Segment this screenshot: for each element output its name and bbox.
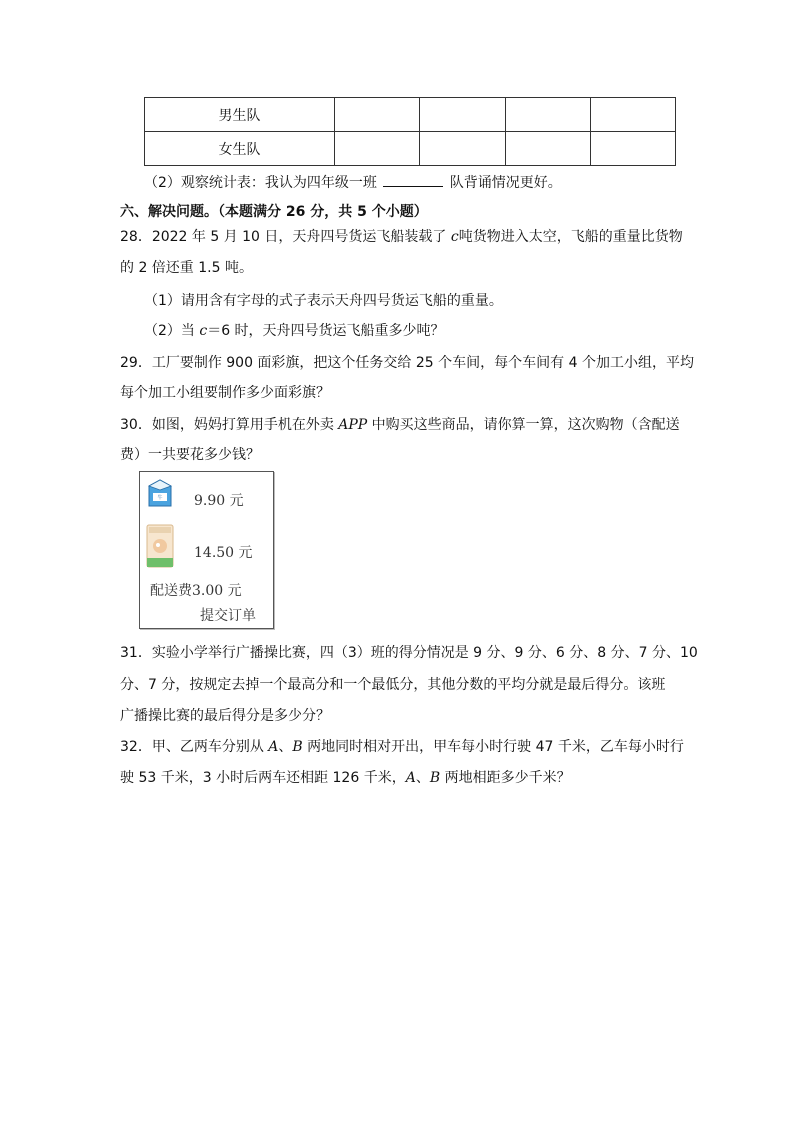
question-31-line-1: 31．实验小学举行广播操比赛，四（3）班的得分情况是 9 分、9 分、6 分、8 分、7 分、10 — [120, 645, 698, 661]
question-28-sub-2 — [144, 320, 445, 340]
q28-text: 28．2022 年 5 月 10 日，天舟四号货运飞船装载了 — [120, 229, 451, 245]
question-28-sub-1: （1）请用含有字母的式子表示天舟四号货运飞船的重量。 — [144, 293, 503, 309]
table-row — [145, 132, 676, 166]
question-31-line-2: 分、7 分，按规定去掉一个最高分和一个最低分，其他分数的平均分就是最后得分。该班 — [120, 677, 666, 693]
q32-text: 两地相距多少千米？ — [440, 770, 571, 786]
q28-sub2-text: ＝6 时，天舟四号货运飞船重多少吨？ — [207, 323, 445, 339]
order-screenshot — [139, 471, 274, 629]
question-27-part-2 — [144, 172, 562, 192]
row-label-girls: 女生队 — [145, 132, 335, 166]
row-label-boys: 男生队 — [145, 98, 335, 132]
q28-text: 吨货物进入太空，飞船的重量比货物 — [458, 229, 683, 245]
table-cell — [590, 98, 675, 132]
q32-text: 驶 53 千米，3 小时后两车还相距 126 千米， — [120, 770, 406, 786]
question-31-line-3: 广播操比赛的最后得分是多少分？ — [120, 708, 330, 724]
q30-text: 30．如图，妈妈打算用手机在外卖 — [120, 417, 339, 433]
q32-text: 32．甲、乙两车分别从 — [120, 739, 269, 755]
table-cell — [505, 98, 590, 132]
question-29-line-1: 29．工厂要制作 900 面彩旗，把这个任务交给 25 个车间，每个车间有 4 个加工小组，平均 — [120, 355, 694, 371]
q30-text: 中购买这些商品，请你算一算，这次购物（含配送 — [367, 417, 680, 433]
q28-sub2-text: （2）当 — [144, 323, 200, 339]
question-29-line-2: 每个加工小组要制作多少面彩旗？ — [120, 385, 330, 401]
q32-text: 两地同时相对开出，甲车每小时行驶 47 千米，乙车每小时行 — [302, 739, 684, 755]
variable-c: c — [199, 323, 208, 339]
delivery-fee: 配送费3.00 元 — [150, 583, 242, 599]
statistics-table — [144, 97, 676, 166]
point-b: B — [292, 739, 303, 755]
answer-blank[interactable] — [383, 172, 443, 187]
svg-text:牛: 牛 — [157, 495, 163, 501]
point-b: B — [429, 770, 441, 786]
bread-bag-icon — [146, 524, 174, 568]
item-1-price: 9.90 元 — [194, 493, 244, 509]
question-28-line-1 — [120, 226, 683, 246]
section-heading: 六、解决问题。（本题满分 26 分，共 5 个小题） — [120, 204, 428, 220]
q27-suffix: 队背诵情况更好。 — [449, 175, 562, 191]
variable-c: c — [450, 229, 459, 245]
table-cell — [335, 98, 420, 132]
table-cell — [420, 98, 505, 132]
q32-sep: 、 — [278, 739, 293, 755]
question-32-line-1 — [120, 736, 684, 756]
q27-prefix: （2）观察统计表：我认为四年级一班 — [144, 175, 377, 191]
question-30-line-1 — [120, 414, 680, 434]
table-cell — [590, 132, 675, 166]
submit-order-button[interactable]: 提交订单 — [200, 608, 256, 624]
q32-sep: 、 — [415, 770, 430, 786]
app-label: APP — [338, 417, 368, 433]
table-cell — [335, 132, 420, 166]
table-row — [145, 98, 676, 132]
question-32-line-2 — [120, 767, 571, 787]
table-cell — [420, 132, 505, 166]
table-cell — [505, 132, 590, 166]
question-28-line-2: 的 2 倍还重 1.5 吨。 — [120, 260, 253, 276]
milk-carton-icon — [146, 478, 174, 508]
question-30-line-2: 费）一共要花多少钱？ — [120, 447, 260, 463]
point-a: A — [405, 770, 416, 786]
item-2-price: 14.50 元 — [194, 545, 253, 561]
point-a: A — [268, 739, 279, 755]
